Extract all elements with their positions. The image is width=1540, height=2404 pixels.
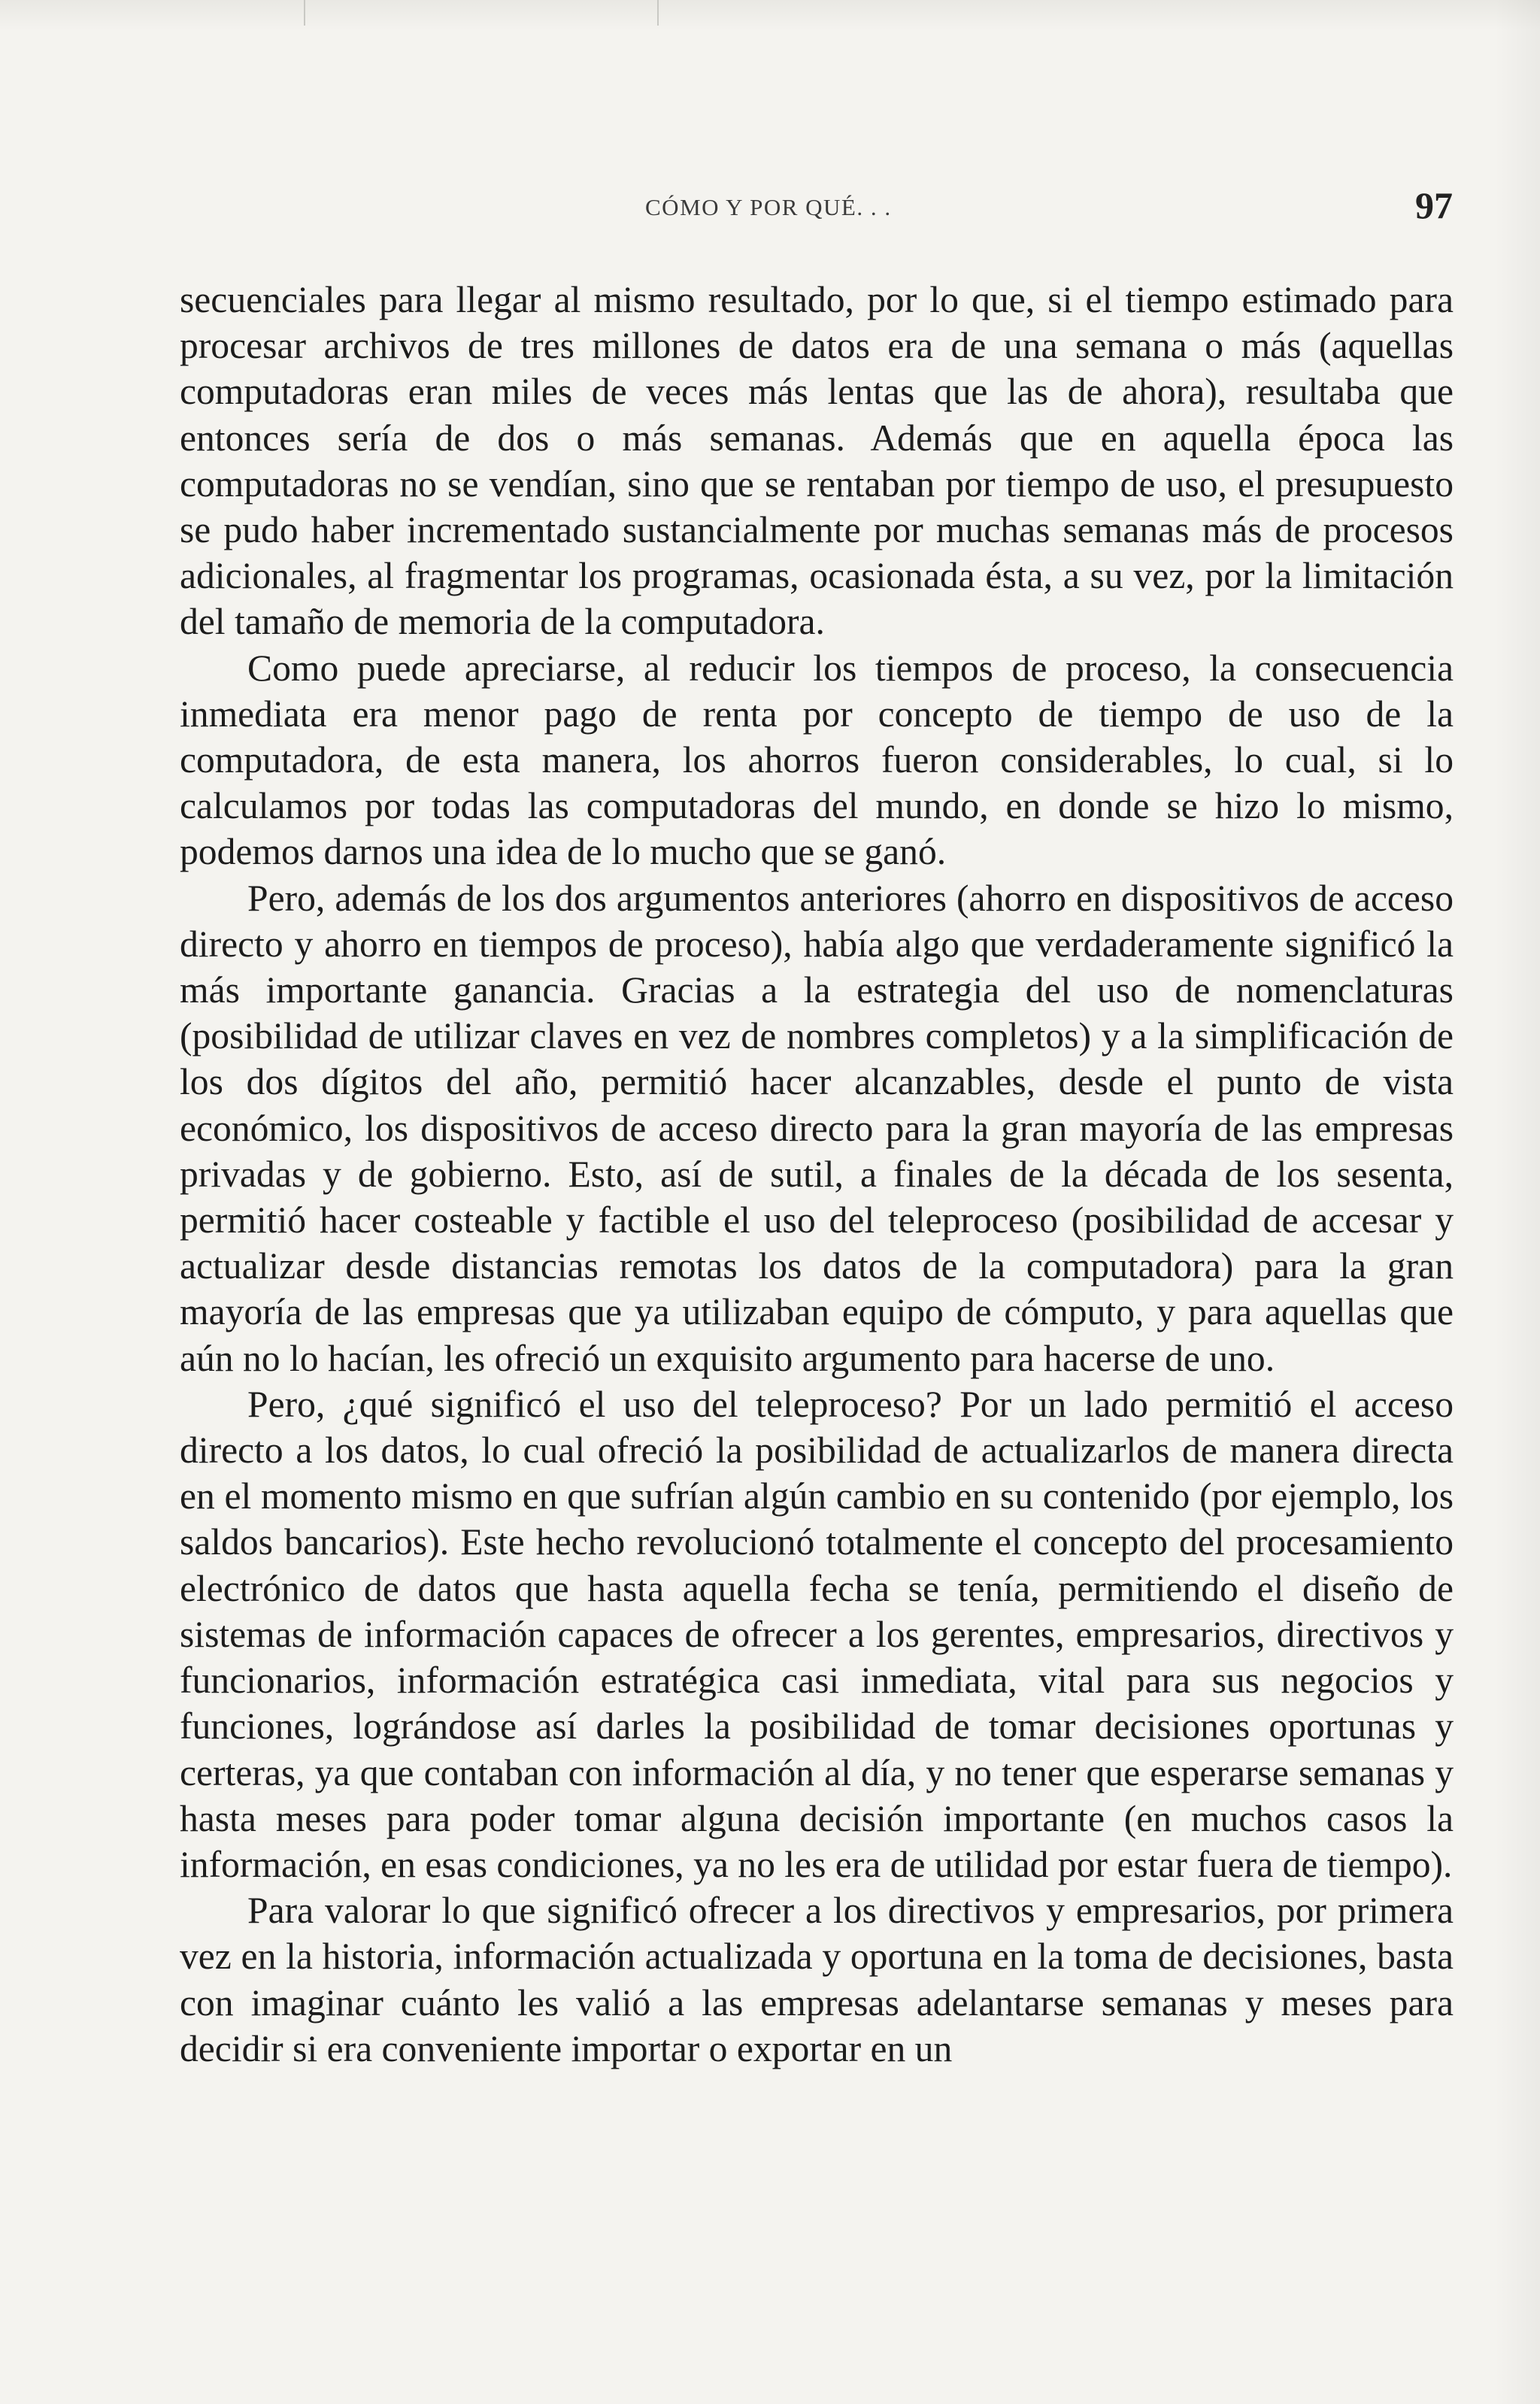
body-text [180, 277, 1454, 2072]
paragraph-2: Como puede apreciarse, al reducir los tiempos de proceso, la consecuencia inmediata era menor pago de renta por concepto de tiempo de uso de la computadora, de esta manera, los ahorros fueron considerables, lo cual, si lo calculamos por todas las computadoras del mundo, en donde se hizo lo mismo, podemos darnos una idea de lo mucho que se ganó. [180, 647, 1454, 873]
scan-mark-left [304, 0, 305, 26]
paragraph-4: Pero, ¿qué significó el uso del teleproceso? Por un lado permitió el acceso directo a los datos, lo cual ofreció la posibilidad de actualizarlos de manera directa en el momento mismo en que sufrían algún cambio en su contenido (por ejemplo, los saldos bancarios). Este hecho revolucionó totalmente el concepto del procesamiento electrónico de datos que hasta aquella fecha se tenía, permitiendo el diseño de sistemas de información capaces de ofrecer a los gerentes, empresarios, directivos y funcionarios, información estratégica casi inmediata, vital para sus negocios y funciones, lográndose así darles la posibilidad de tomar decisiones oportunas y certeras, ya que contaban con información al día, y no tener que esperarse semanas y hasta meses para poder tomar alguna decisión importante (en muchos casos la información, en esas condiciones, ya no les era de utilidad por estar fuera de tiempo). [180, 1383, 1454, 1885]
page-top-edge [0, 0, 1540, 30]
page-number: 97 [1415, 184, 1453, 226]
running-head: CÓMO Y POR QUÉ. . . [645, 194, 892, 220]
page-gutter-shadow [1495, 0, 1540, 2404]
paragraph-3: Pero, además de los dos argumentos anteriores (ahorro en dispositivos de acceso directo y ahorro en tiempos de proceso), había algo que verdaderamente significó la más importante ganancia. Gracias a la estrategia del uso de nomenclaturas (posibilidad de utilizar claves en vez de nombres completos) y a la simplificación de los dos dígitos del año, permitió hacer alcanzables, desde el punto de vista económico, los dispositivos de acceso directo para la gran mayoría de las empresas privadas y de gobierno. Esto, así de sutil, a finales de la década de los sesenta, permitió hacer costeable y factible el uso del teleproceso (posibilidad de accesar y actualizar desde distancias remotas los datos de la computadora) para la gran mayoría de las empresas que ya utilizaban equipo de cómputo, y para aquellas que aún no lo hacían, les ofreció un exquisito argumento para hacerse de uno. [180, 877, 1454, 1379]
scan-mark-center [657, 0, 659, 26]
paragraph-5: Para valorar lo que significó ofrecer a los directivos y empresarios, por primera vez en la historia, información actualizada y oportuna en la toma de decisiones, basta con imaginar cuánto les valió a las empresas adelantarse semanas y meses para decidir si era conveniente importar o exportar en un [180, 1890, 1454, 2069]
paragraph-1: secuenciales para llegar al mismo resultado, por lo que, si el tiempo estimado para procesar archivos de tres millones de datos era de una semana o más (aquellas computadoras eran miles de veces más lentas que las de ahora), resultaba que entonces sería de dos o más semanas. Además que en aquella época las computadoras no se vendían, sino que se rentaban por tiempo de uso, el presupuesto se pudo haber incrementado sustancialmente por muchas semanas más de procesos adicionales, al fragmentar los programas, ocasionada ésta, a su vez, por la limitación del tamaño de memoria de la computadora. [180, 279, 1454, 643]
